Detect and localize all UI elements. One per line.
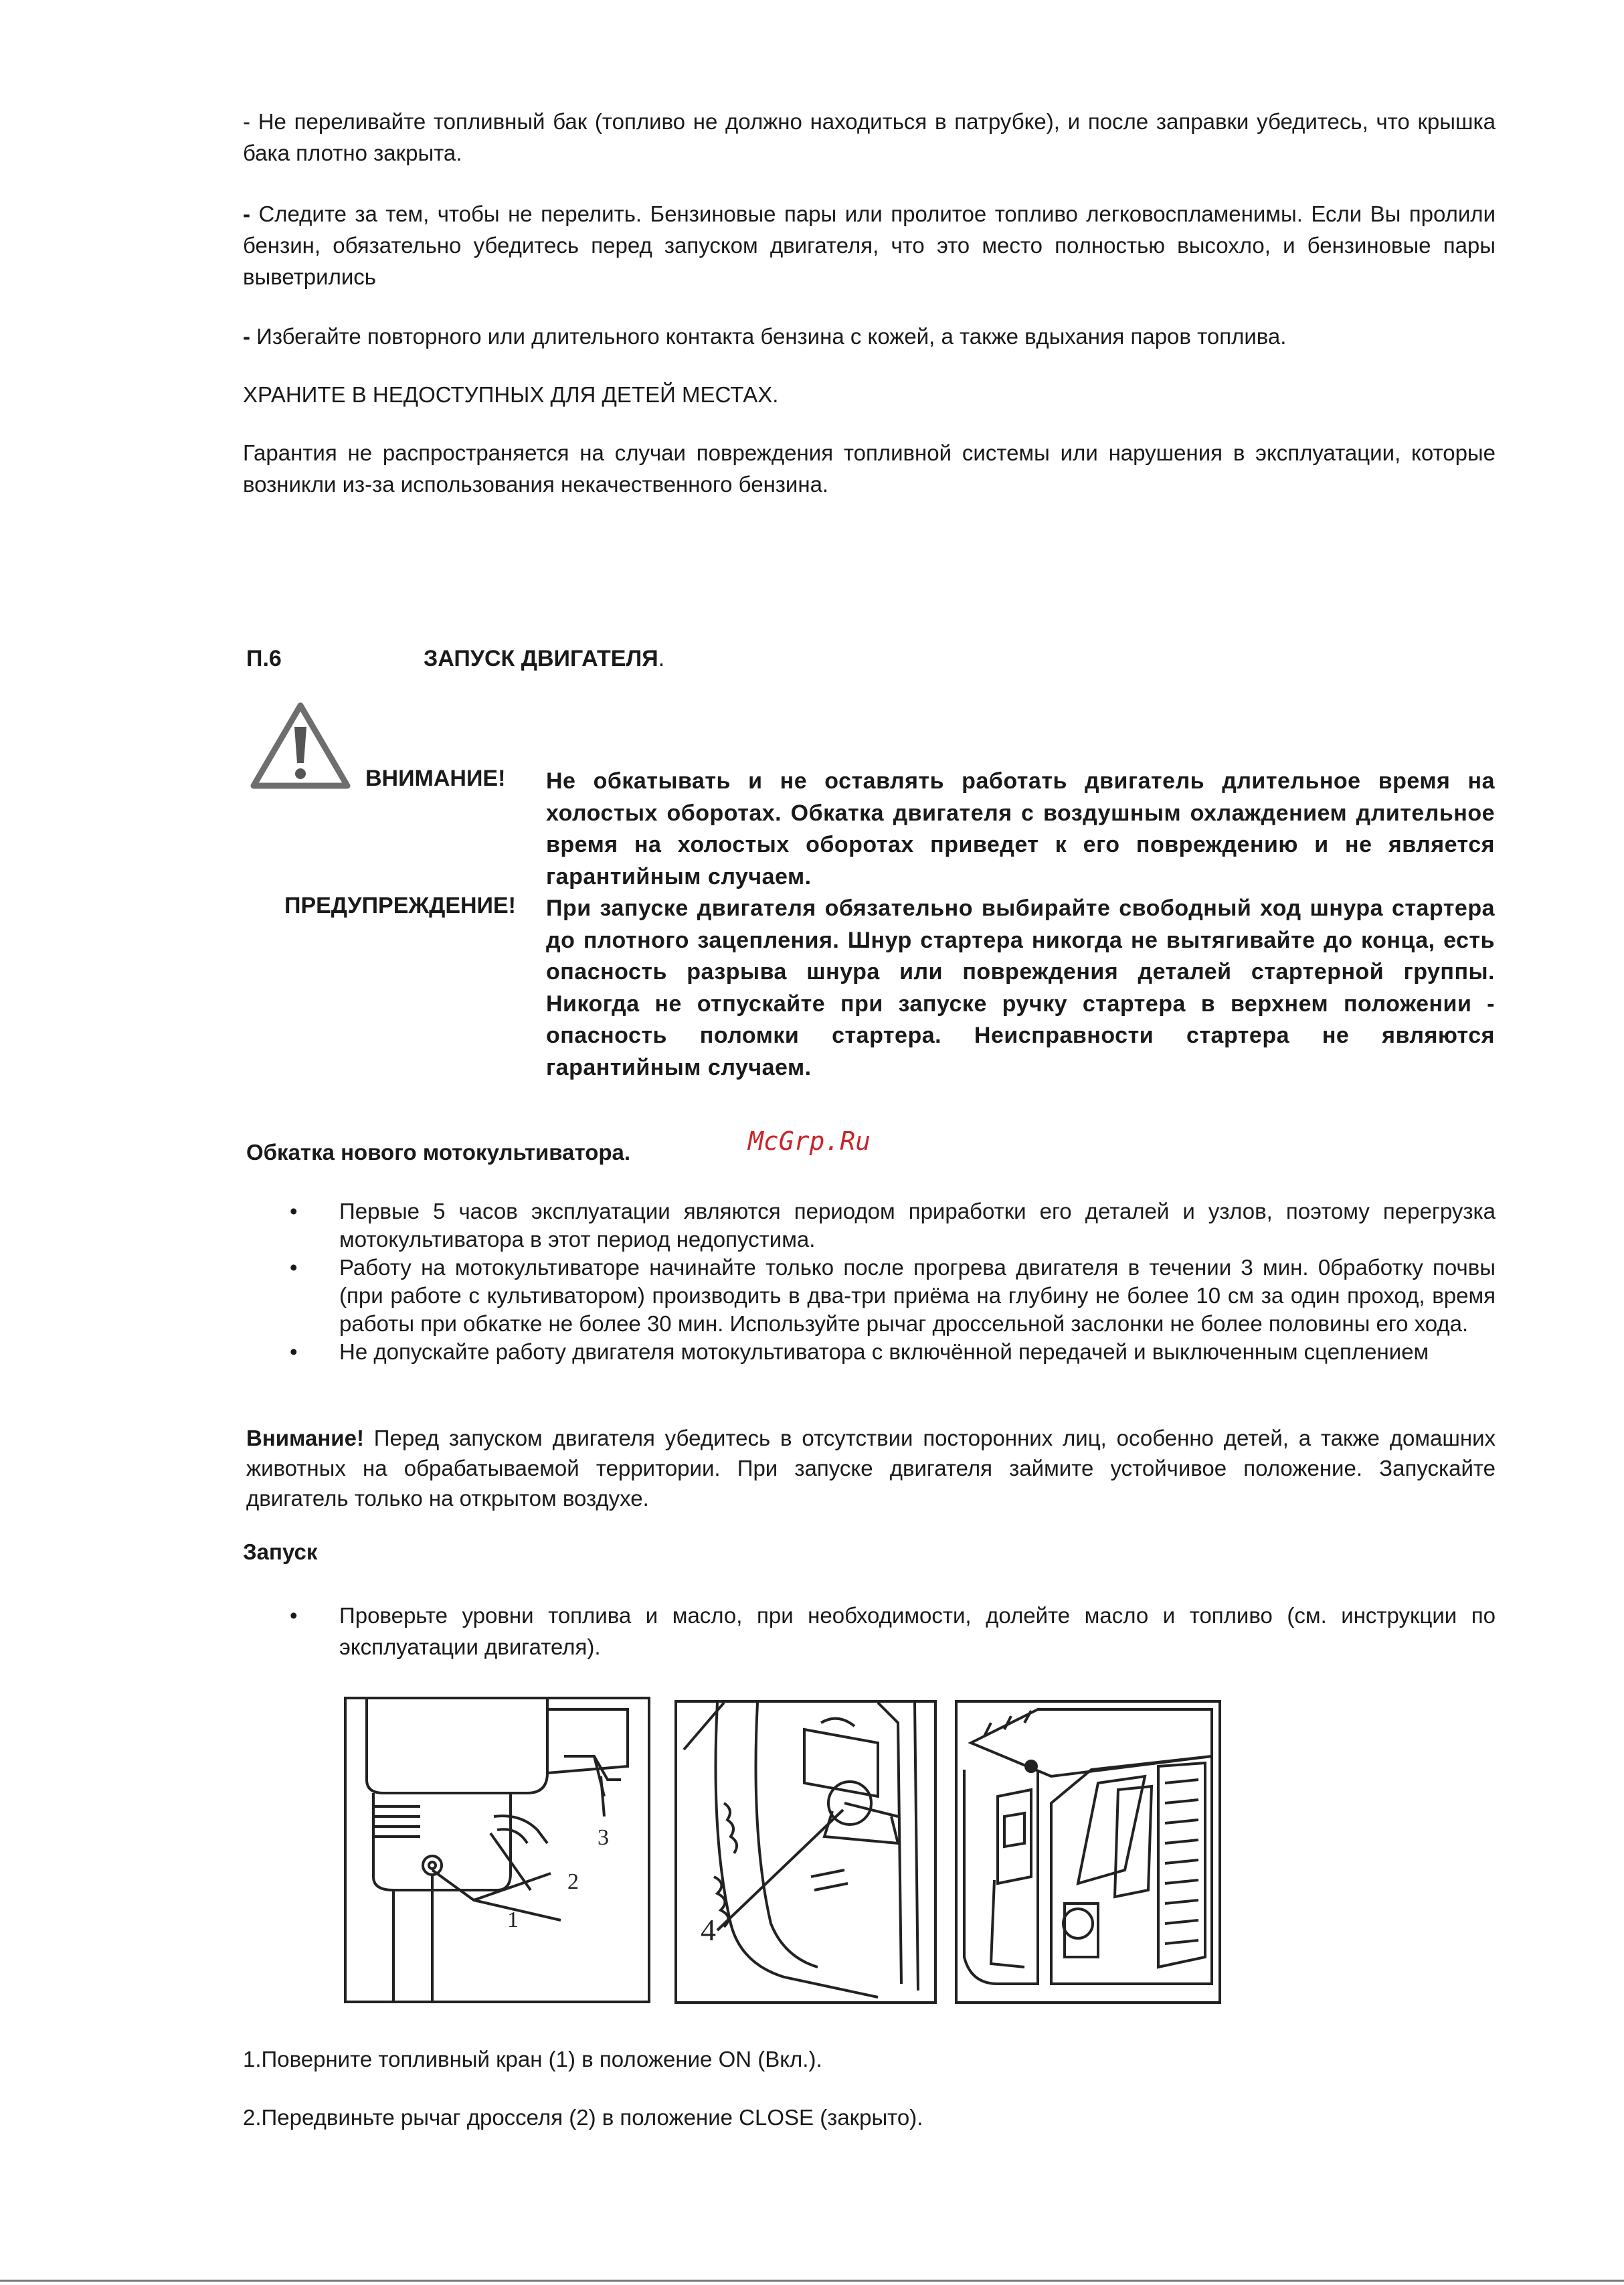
list-item — [243, 1338, 1496, 1366]
engine-switch-illustration — [677, 1703, 934, 2001]
notice-label: Внимание! — [246, 1426, 364, 1450]
bullet: • — [290, 1255, 298, 1280]
bullet: • — [290, 1339, 298, 1364]
attention-label: ВНИМАНИЕ! — [365, 766, 506, 791]
figure-label-1: 1 — [507, 1908, 519, 1932]
warning-triangle-icon — [250, 701, 351, 790]
paragraph-skin-text: Избегайте повторного или длительного контакта бензина с кожей, а также вдыхания паров топлива. — [250, 324, 1287, 349]
section-title-text: ЗАПУСК ДВИГАТЕЛЯ — [424, 646, 658, 671]
figure-engine-switch — [674, 1700, 937, 2004]
start-heading: Запуск — [243, 1539, 318, 1564]
section-title — [424, 646, 664, 672]
figure-label-2: 2 — [567, 1869, 579, 1894]
step-2: 2.Передвиньте рычаг дросселя (2) в положение CLOSE (закрыто). — [243, 2105, 923, 2130]
paragraph-fuel-tank: - Не переливайте топливный бак (топливо не должно находиться в патрубке), и после заправки убедитесь, что крышка бака плотно закрыта. — [243, 109, 1496, 165]
list-item-text: Не допускайте работу двигателя мотокультиватора с включённой передачей и выключенным сцеплением — [339, 1339, 1429, 1364]
figure-label-4: 4 — [701, 1913, 716, 1947]
list-item-text: Работу на мотокультиваторе начинайте только после прогрева двигателя в течении 3 мин. 0бработку почвы (при работе с культиватором) производить в два-три приёма на глубину не более 10 см за один проход, время работы при обкатке не более 30 мин. Используйте рычаг дроссельной заслонки не более половины его хода. — [339, 1255, 1496, 1336]
start-list — [243, 1600, 1496, 1663]
breakin-heading: Обкатка нового мотокультиватора. — [246, 1140, 631, 1165]
paragraph-warranty: Гарантия не распространяется на случаи повреждения топливной системы или нарушения в эксплуатации, которые возникли из-за использования некачественного бензина. — [243, 440, 1496, 497]
engine-illustration — [958, 1703, 1219, 2001]
caution-text: При запуске двигателя обязательно выбирайте свободный ход шнура стартера до плотного зацепления. Шнур стартера никогда не вытягивайте до конца, есть опасность разрыва шнура или повреждения деталей стартерной группы. Никогда не отпускайте при запуске ручку стартера в верхнем положении - опасность поломки стартера. Неисправности стартера не являются гарантийным случаем. — [546, 896, 1495, 1080]
list-item — [243, 1254, 1496, 1338]
notice-text: Перед запуском двигателя убедитесь в отсутствии посторонних лиц, особенно детей, а также домашних животных на обрабатываемой территории. При запуске двигателя займите устойчивое положение. Запускайте двигатель только на открытом воздухе. — [246, 1426, 1496, 1511]
paragraph-spill-warning — [243, 198, 1496, 292]
caution-label: ПРЕДУПРЕЖДЕНИЕ! — [284, 893, 516, 918]
figure-fuel-valve — [344, 1697, 650, 2003]
paragraph-spill-text: Следите за тем, чтобы не перелить. Бензиновые пары или пролитое топливо легковоспламенимы. Если Вы пролили бензин, обязательно убедитесь перед запуском двигателя, что это место полностью высохло, и бензиновые пары выветрились — [243, 201, 1496, 289]
section-number: П.6 — [246, 646, 282, 671]
watermark: McGrp.Ru — [748, 1126, 871, 1156]
breakin-list — [243, 1197, 1496, 1366]
bullet: • — [290, 1603, 298, 1628]
list-item-text: Первые 5 часов эксплуатации являются периодом приработки его деталей и узлов, поэтому перегрузка мотокультиватора в этот период недопустима. — [339, 1199, 1496, 1252]
page-bottom-border — [0, 2280, 1624, 2282]
notice-paragraph — [246, 1423, 1496, 1513]
attention-text: Не обкатывать и не оставлять работать двигатель длительное время на холостых оборотах. Обкатка двигателя с воздушным охлаждением длительное время на холостых оборотах приведет к его повреждению и не является гарантийным случаем. — [546, 768, 1495, 890]
figure-label-3: 3 — [598, 1825, 609, 1850]
paragraph-keep-away: ХРАНИТЕ В НЕДОСТУПНЫХ ДЛЯ ДЕТЕЙ МЕСТАХ. — [243, 382, 779, 407]
dash-marker: - — [243, 201, 250, 226]
dash-marker: - — [243, 324, 250, 349]
paragraph-skin-contact — [243, 321, 1496, 352]
engine-carburetor-illustration — [347, 1699, 648, 2001]
list-item — [243, 1197, 1496, 1254]
list-item-text: Проверьте уровни топлива и масло, при необходимости, долейте масло и топливо (см. инструкции по эксплуатации двигателя). — [339, 1603, 1496, 1659]
section-title-dot: . — [658, 646, 665, 671]
figure-engine-view — [955, 1700, 1221, 2004]
list-item — [243, 1600, 1496, 1663]
bullet: • — [290, 1199, 298, 1223]
step-1: 1.Поверните топливный кран (1) в положение ON (Вкл.). — [243, 2047, 822, 2071]
